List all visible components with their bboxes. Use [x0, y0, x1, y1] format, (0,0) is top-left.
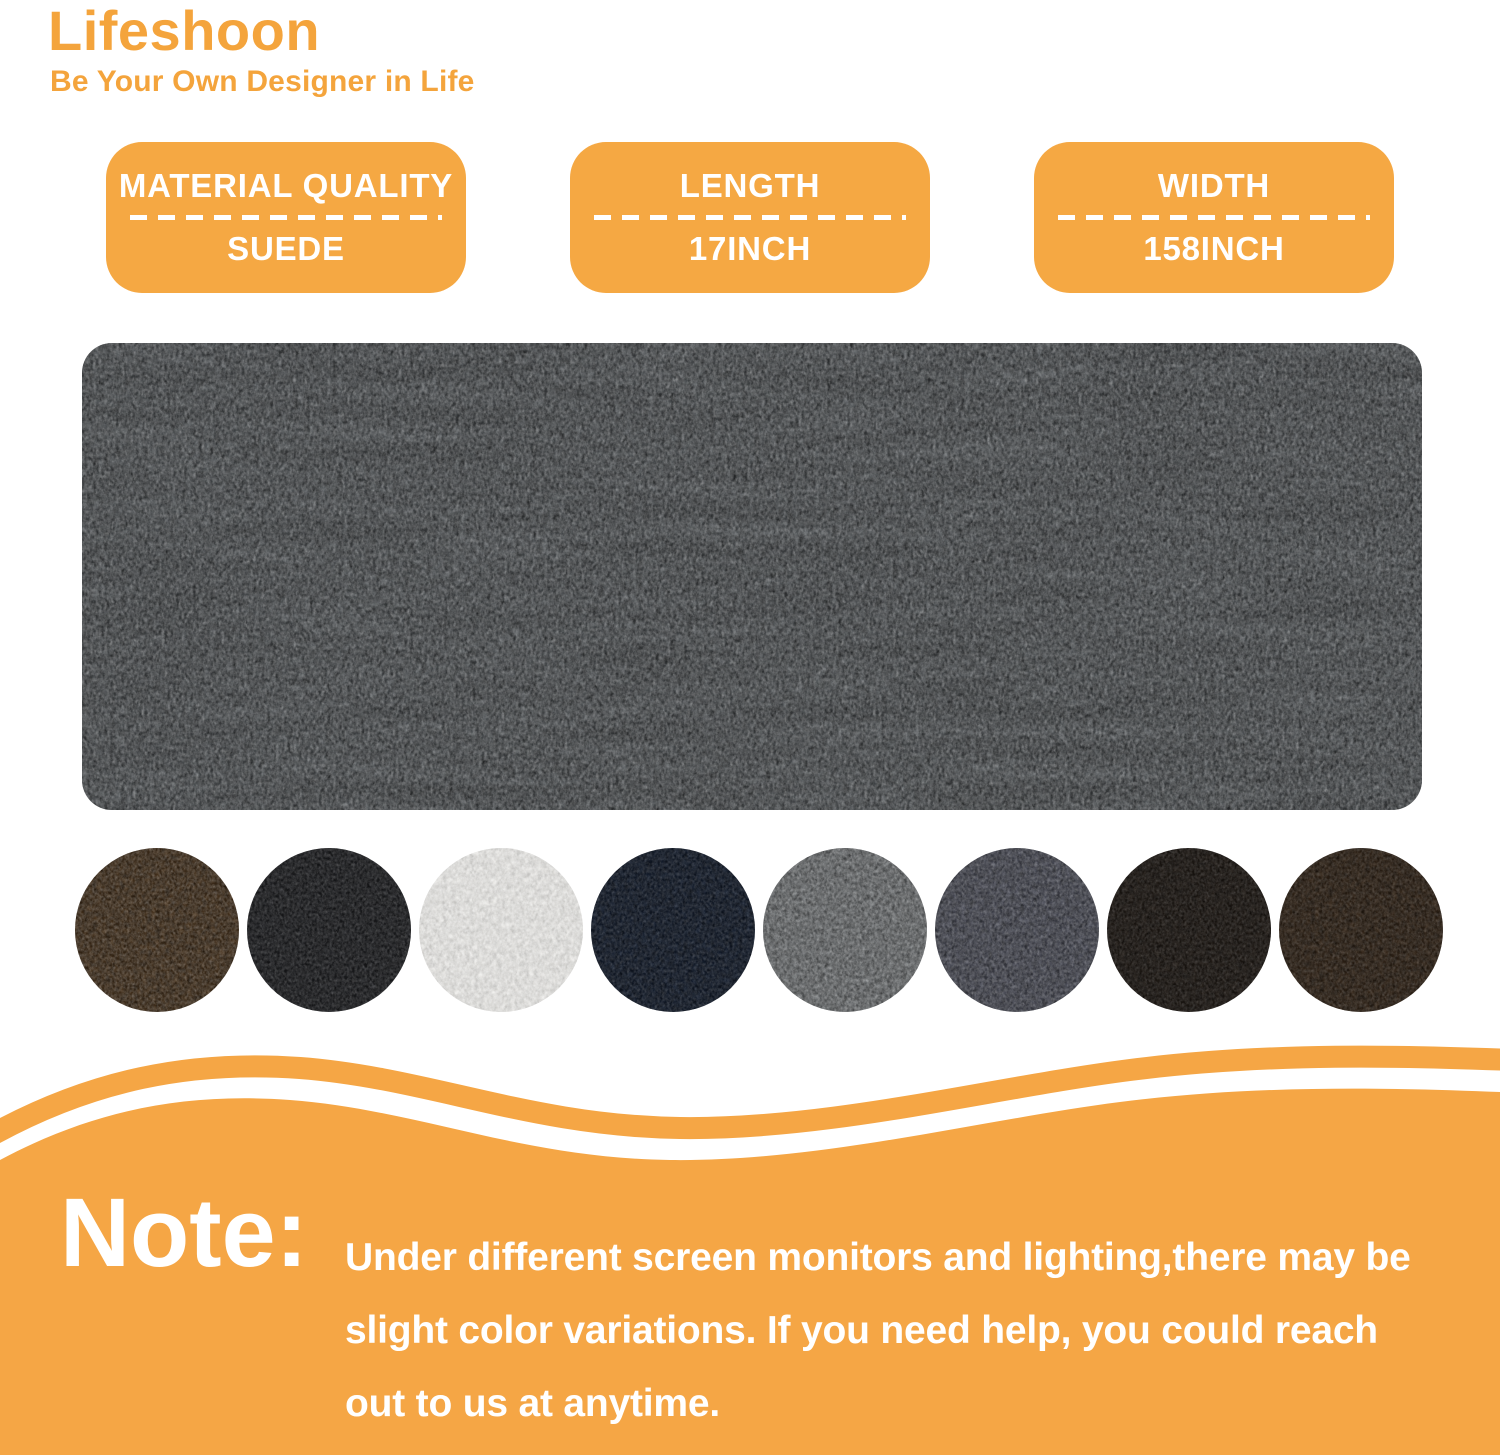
badge-label: WIDTH [1157, 167, 1271, 204]
note-heading: Note: [60, 1178, 308, 1287]
badge-value: SUEDE [227, 230, 345, 267]
dashed-divider [1058, 215, 1370, 220]
badge-length [570, 142, 930, 293]
note-line: out to us at anytime. [345, 1382, 721, 1425]
badge-label: LENGTH [679, 167, 821, 204]
badge-width [1034, 142, 1394, 293]
swatch-black-brown [1107, 848, 1271, 1012]
dashed-divider [594, 215, 906, 220]
swatch-coffee-brown [1279, 848, 1443, 1012]
swatch-slate-gray [935, 848, 1099, 1012]
swatch-dark-brown [75, 848, 239, 1012]
note-line: Under different screen monitors and lighting,there may be [345, 1236, 1411, 1279]
swatch-black [247, 848, 411, 1012]
brand-header [48, 2, 475, 99]
color-swatch-row [70, 845, 1460, 1015]
note-line: slight color variations. If you need help, you could reach [345, 1309, 1378, 1352]
note-text [345, 1221, 1411, 1440]
badge-value: 17INCH [688, 230, 812, 267]
swatch-white [419, 848, 583, 1012]
suede-fabric-image [82, 343, 1422, 810]
badge-value: 158INCH [1143, 230, 1285, 267]
badge-label: MATERIAL QUALITY [118, 167, 454, 204]
brand-name: Lifeshoon [48, 0, 321, 62]
swatch-gray [763, 848, 927, 1012]
dashed-divider [130, 215, 442, 220]
badge-material-quality [106, 142, 466, 293]
swatch-navy [591, 848, 755, 1012]
brand-tagline: Be Your Own Designer in Life [50, 64, 475, 98]
